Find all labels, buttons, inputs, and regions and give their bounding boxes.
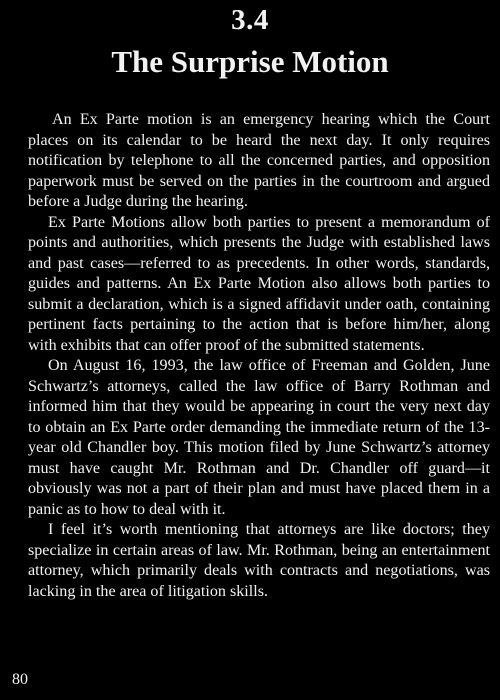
paragraph: On August 16, 1993, the law office of Freeman and Golden, June Schwartz’s attorneys, called the law office of Barry Rothman and informed him that they would be appearing in court the very next day to obtain an Ex Parte order demanding the immediate return of the 13-year old Chandler boy. This motion filed by June Schwartz’s attorney must have caught Mr. Rothman and Dr. Chandler off guard—it obviously was not a part of their plan and must have placed them in a panic as to how to deal with it. — [28, 357, 490, 518]
chapter-title: The Surprise Motion — [111, 44, 389, 79]
paragraph: An Ex Parte motion is an emergency hearing which the Court places on its calendar to be heard the next day. It only requires notification by telephone to all the concerned parties, and opposition paperwork must be served on the parties in the courtroom and argued before a Judge during the hearing. — [28, 111, 490, 210]
body-text — [28, 110, 490, 602]
paragraph: I feel it’s worth mentioning that attorneys are like doctors; they specialize in certain areas of law. Mr. Rothman, being an entertainment attorney, which primarily deals with contracts and negotiations, was lacking in the area of litigation skills. — [28, 521, 490, 600]
chapter-number: 3.4 — [231, 4, 269, 36]
paragraph: Ex Parte Motions allow both parties to present a memorandum of points and authorities, which presents the Judge with established laws and past cases—referred to as precedents. In other words, standards, guides and patterns. An Ex Parte Motion also allows both parties to submit a declaration, which is a signed affidavit under oath, containing pertinent facts pertaining to the action that is before him/her, along with exhibits that can offer proof of the submitted statements. — [28, 213, 490, 354]
page-number: 80 — [12, 671, 28, 688]
